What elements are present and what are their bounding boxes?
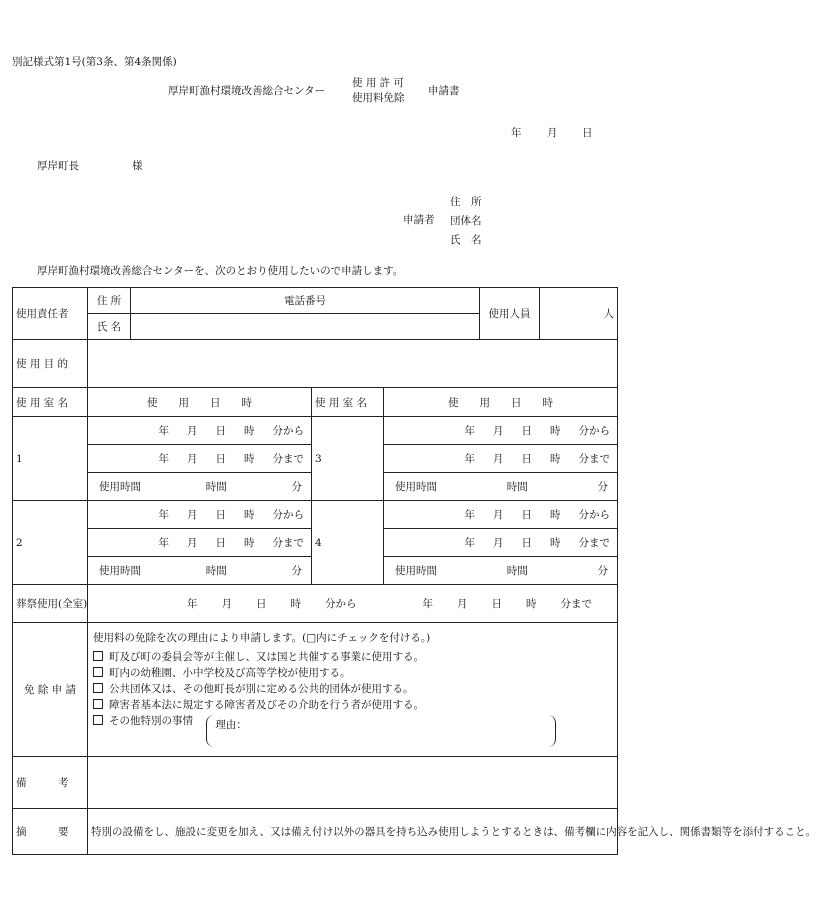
room-label-right: 使 用 室 名 — [312, 388, 384, 417]
funeral-datetime[interactable]: 年 月 日 時 分から 年 月 日 時 分まで — [88, 585, 618, 623]
type-permit: 使 用 許 可 — [352, 77, 405, 89]
applicant-address-label: 住 所 — [450, 196, 482, 208]
honorific: 様 — [132, 160, 143, 172]
applicant-name-label: 氏 名 — [450, 234, 482, 246]
address-label: 住 所 — [88, 288, 131, 314]
date-month: 月 — [547, 127, 558, 139]
room2-duration[interactable]: 使用時間 時間 分 — [88, 557, 312, 585]
date-year: 年 — [511, 127, 522, 139]
users-unit: 人 — [603, 308, 615, 320]
checkbox-3[interactable] — [93, 683, 103, 693]
room-number-1: 1 — [13, 417, 88, 501]
application-table — [12, 287, 816, 855]
exemption-label: 免 除 申 請 — [13, 623, 88, 757]
room2-end[interactable]: 年 月 日 時 分まで — [88, 529, 312, 557]
checkbox-other[interactable] — [93, 715, 103, 725]
room1-duration[interactable]: 使用時間 時間 分 — [88, 473, 312, 501]
checkbox-1[interactable] — [93, 651, 103, 661]
reason-label: 理由： — [215, 718, 247, 731]
room-label-left: 使 用 室 名 — [13, 388, 88, 417]
applicant-group-label: 団体名 — [450, 215, 482, 227]
summary-text: 特別の設備をし、施設に変更を加え、又は備え付け以外の器具を持ち込み使用しようとするときは、備考欄に内容を記入し、関係書類等を添付すること。 — [88, 809, 618, 855]
datetime-label-left: 使 用 日 時 — [88, 388, 312, 417]
room3-duration[interactable]: 使用時間 時間 分 — [384, 473, 618, 501]
intro-text: 厚岸町漁村環境改善総合センターを、次のとおり使用したいので申請します。 — [37, 265, 404, 277]
exemption-lead: 使用料の免除を次の理由により申請します。(□内にチェックを付ける。) — [93, 631, 431, 644]
summary-label: 摘 要 — [13, 809, 88, 855]
datetime-label-right: 使 用 日 時 — [384, 388, 618, 417]
application-type — [352, 76, 405, 106]
checkbox-4[interactable] — [93, 699, 103, 709]
responsible-label: 使用責任者 — [13, 288, 88, 340]
phone-cell[interactable] — [131, 288, 480, 314]
remarks-label: 備 考 — [13, 757, 88, 809]
exemption-option-2: 町内の幼稚園、小中学校及び高等学校が使用する。 — [93, 667, 614, 680]
reason-field[interactable] — [206, 715, 556, 747]
document-name: 申請書 — [428, 85, 460, 97]
users-label: 使用人員 — [480, 288, 540, 340]
name-field[interactable] — [131, 314, 480, 340]
room1-end[interactable]: 年 月 日 時 分まで — [88, 445, 312, 473]
exemption-section — [88, 623, 618, 757]
phone-label: 電話番号 — [284, 295, 326, 307]
name-label: 氏 名 — [88, 314, 131, 340]
purpose-field[interactable] — [88, 340, 618, 388]
remarks-field[interactable] — [88, 757, 618, 809]
form-number: 別記様式第1号(第3条、第4条関係) — [12, 56, 177, 68]
room1-start[interactable]: 年 月 日 時 分から — [88, 417, 312, 445]
room3-start[interactable]: 年 月 日 時 分から — [384, 417, 618, 445]
facility-name: 厚岸町漁村環境改善総合センター — [168, 85, 326, 97]
users-count[interactable] — [540, 288, 618, 340]
room4-start[interactable]: 年 月 日 時 分から — [384, 501, 618, 529]
purpose-label: 使 用 目 的 — [13, 340, 88, 388]
room2-start[interactable]: 年 月 日 時 分から — [88, 501, 312, 529]
type-exempt: 使用料免除 — [352, 92, 405, 104]
addressee: 厚岸町長 — [37, 160, 79, 172]
funeral-label: 葬祭使用(全室) — [13, 585, 88, 623]
exemption-option-other: その他特別の事情 理由： — [93, 715, 614, 747]
applicant-fields — [450, 193, 482, 250]
exemption-option-3: 公共団体又は、その他町長が別に定める公共的団体が使用する。 — [93, 683, 614, 696]
exemption-option-1: 町及び町の委員会等が主催し、又は国と共催する事業に使用する。 — [93, 651, 614, 664]
room4-duration[interactable]: 使用時間 時間 分 — [384, 557, 618, 585]
room-number-3: 3 — [312, 417, 384, 501]
room4-end[interactable]: 年 月 日 時 分まで — [384, 529, 618, 557]
checkbox-2[interactable] — [93, 667, 103, 677]
date-day: 日 — [582, 127, 593, 139]
room3-end[interactable]: 年 月 日 時 分まで — [384, 445, 618, 473]
applicant-label: 申請者 — [403, 214, 435, 226]
exemption-option-4: 障害者基本法に規定する障害者及びその介助を行う者が使用する。 — [93, 699, 614, 712]
room-number-4: 4 — [312, 501, 384, 585]
room-number-2: 2 — [13, 501, 88, 585]
